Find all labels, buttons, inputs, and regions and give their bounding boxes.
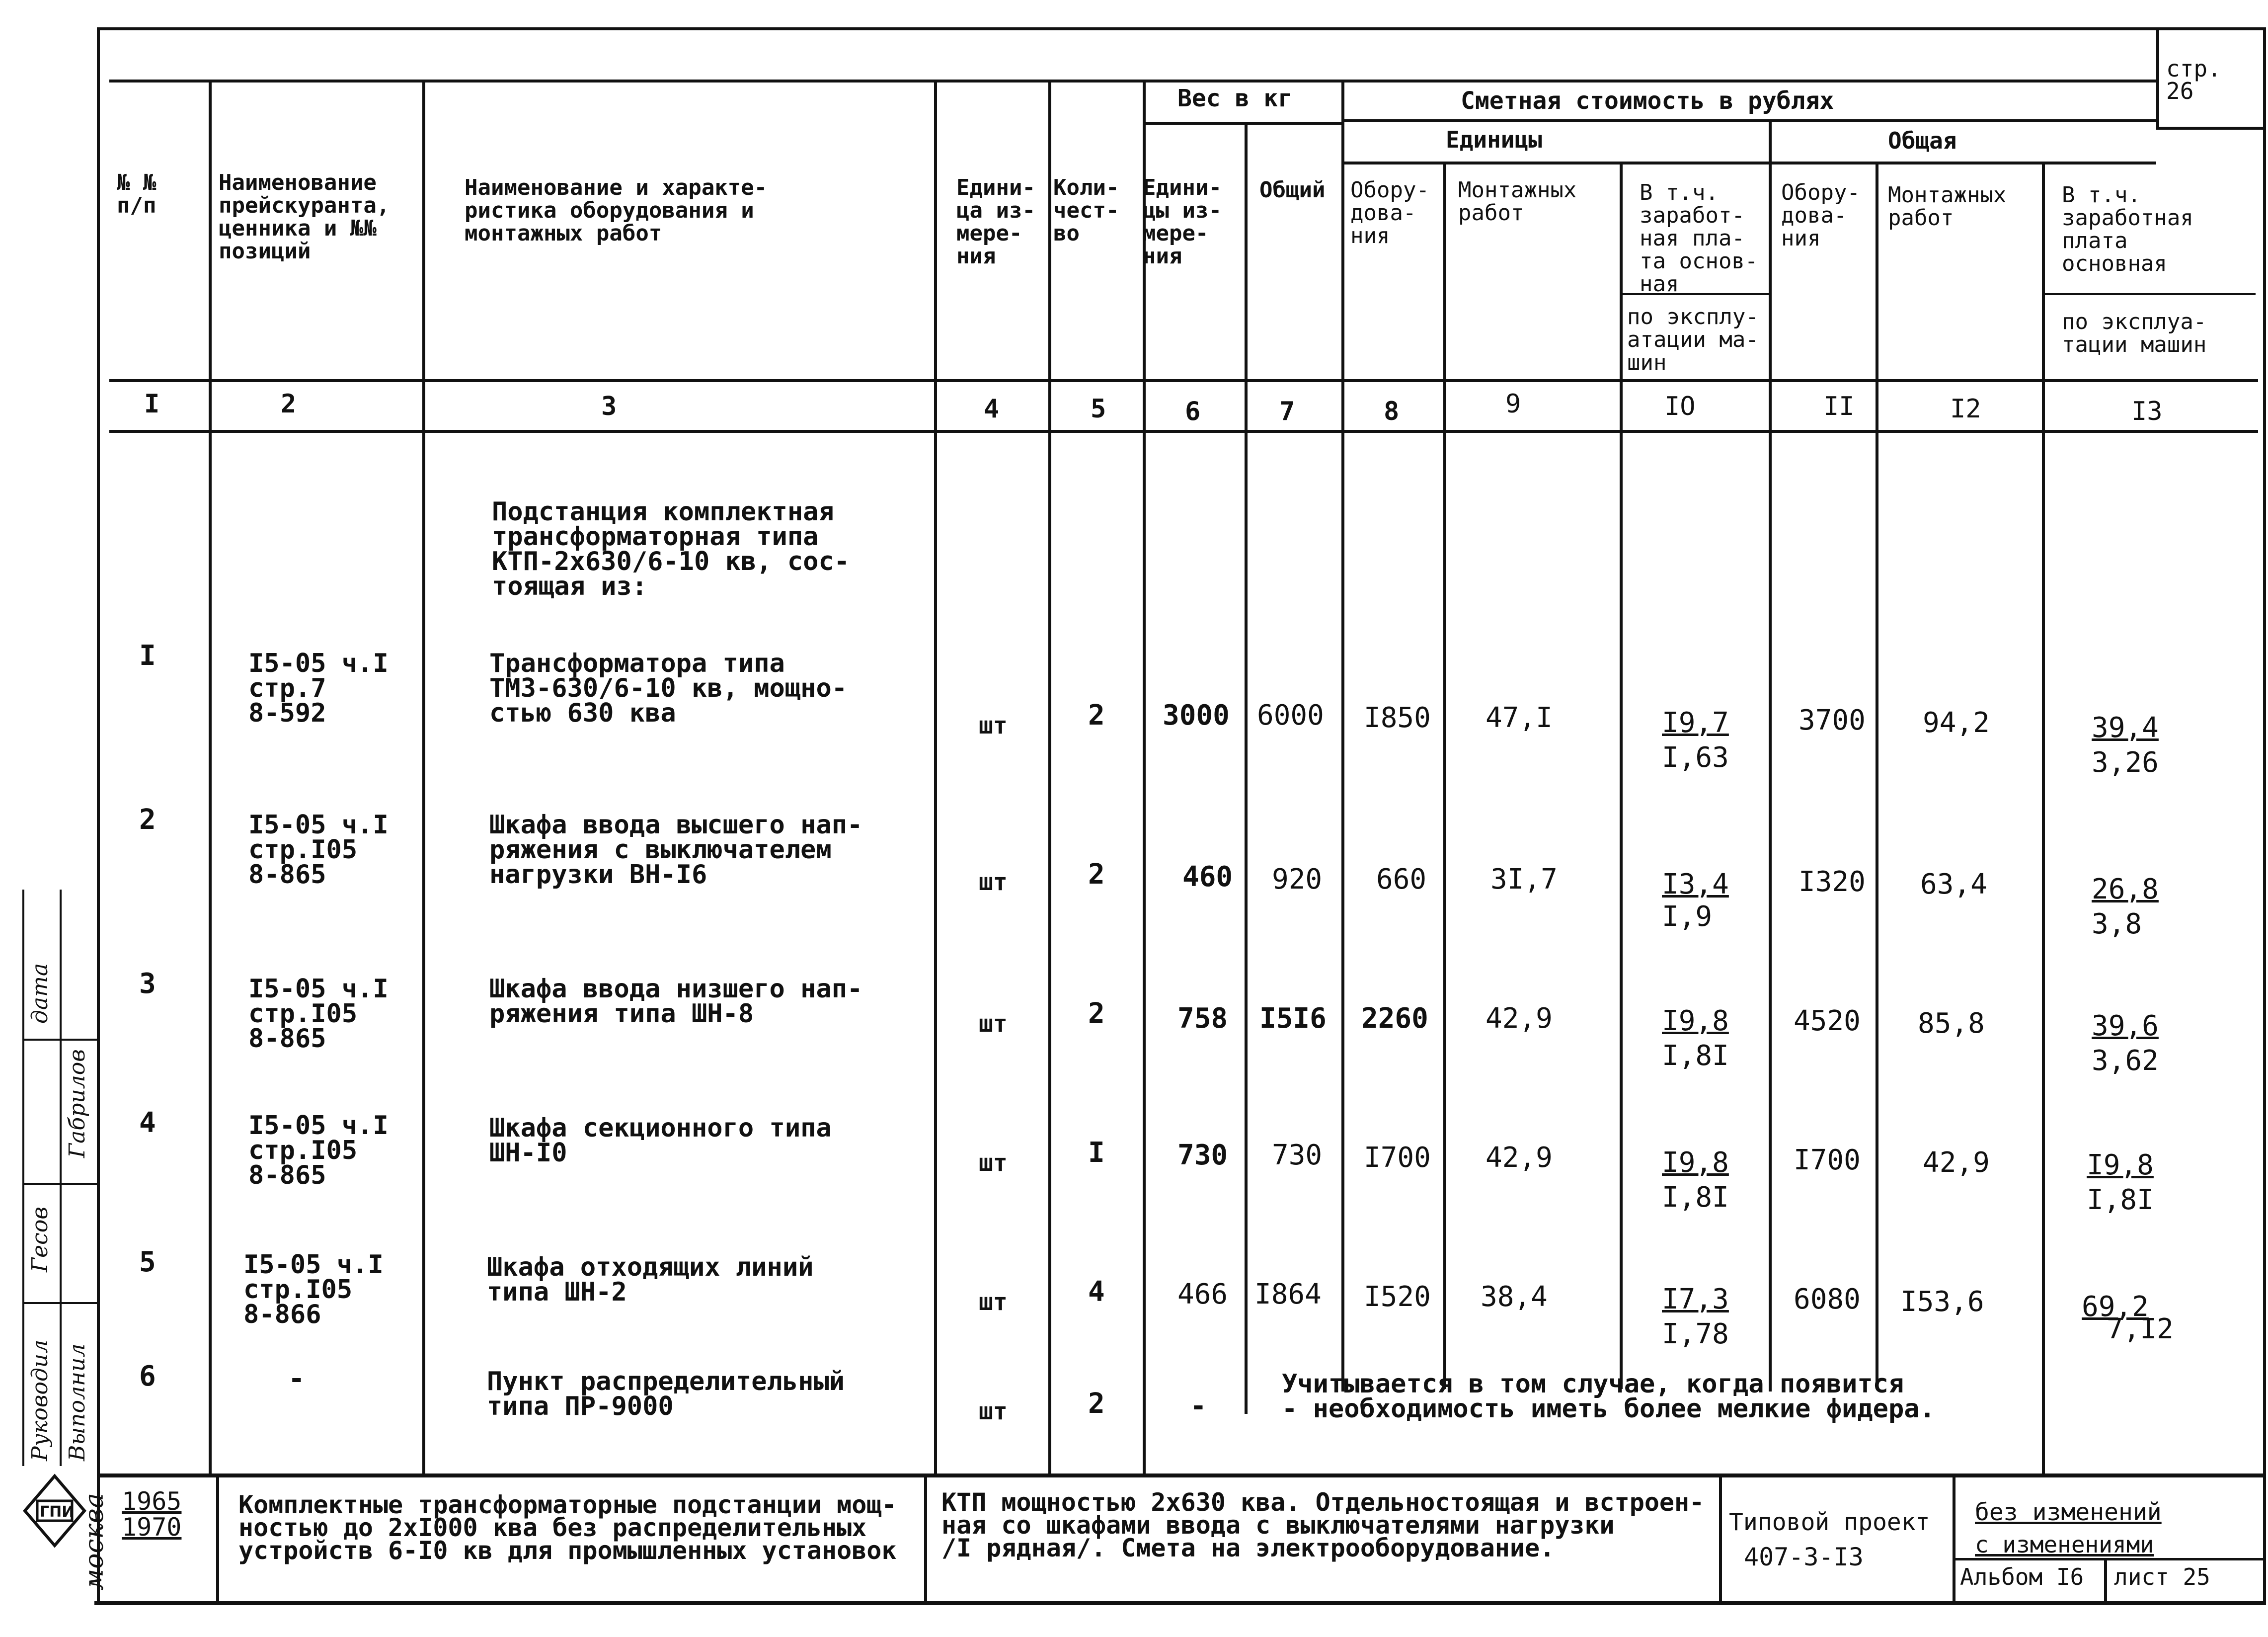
- row1-quantity: 2: [1088, 699, 1105, 732]
- sheet-number: лист 25: [2114, 1563, 2210, 1590]
- colnum-9: 9: [1505, 389, 1521, 419]
- row2-cost-mounting: 3I,7: [1490, 863, 1558, 896]
- row5-unit: шт: [979, 1288, 1008, 1316]
- row3-cost-machines: I,8I: [1662, 1040, 1729, 1072]
- col13-split: [2042, 293, 2256, 295]
- row3-weight-total: I5I6: [1259, 1002, 1327, 1035]
- row5-cost-mounting: 38,4: [1481, 1281, 1548, 1313]
- weight-group-line: [1143, 122, 1341, 125]
- total-group-header: Общая: [1888, 127, 1957, 154]
- row2-total-equipment: I320: [1799, 866, 1866, 898]
- weight-group-header: Вес в кг: [1177, 84, 1293, 112]
- col6-header: Едини- цы из- мере- ния: [1143, 175, 1222, 269]
- page-label: стр.: [2166, 55, 2221, 82]
- row1-total-wage: 39,4: [2092, 712, 2159, 744]
- row1-total-equipment: 3700: [1799, 704, 1866, 737]
- row5-number: 5: [139, 1246, 156, 1278]
- row1-reference: I5-05 ч.I стр.7 8-592: [248, 649, 389, 728]
- footer-title-right: КТП мощностью 2х630 ква. Отдельностоящая и встроен- ная со шкафами ввода с выключателями нагрузки /I рядная/. Смета на электрооборудование.: [941, 1488, 1705, 1562]
- row1-total-mounting: 94,2: [1923, 707, 1990, 739]
- numbers-bottom-line: [109, 430, 2258, 433]
- page-box-left: [2156, 30, 2159, 129]
- row5-total-equipment: 6080: [1794, 1283, 1861, 1315]
- row3-reference: I5-05 ч.I стр.I05 8-865: [248, 974, 389, 1054]
- row4-cost-wage: I9,8: [1662, 1146, 1729, 1179]
- row5-description: Шкафа отходящих линий типа ШН-2: [487, 1252, 814, 1307]
- row2-cost-wage: I3,4: [1662, 868, 1729, 900]
- row4-weight-total: 730: [1272, 1139, 1323, 1171]
- colnum-3: 3: [601, 392, 617, 421]
- col13-top-header: В т.ч. заработная плата основная: [2062, 182, 2193, 276]
- row4-number: 4: [139, 1107, 156, 1139]
- album-number: Альбом I6: [1960, 1563, 2084, 1590]
- row1-weight-unit: 3000: [1163, 699, 1230, 732]
- colnum-12: I2: [1950, 394, 1981, 424]
- page-number: 26: [2166, 78, 2194, 104]
- row3-weight-unit: 758: [1177, 1002, 1228, 1035]
- row3-cost-equipment: 2260: [1361, 1002, 1428, 1035]
- footer-years: 1965 1970: [122, 1487, 182, 1542]
- col-sep-12: [2042, 162, 2045, 1473]
- unit-total-group-line: [1341, 162, 2156, 164]
- col-sep-10: [1769, 119, 1772, 1391]
- strip-hline-3: [22, 1302, 97, 1304]
- row1-number: I: [139, 640, 156, 672]
- col-sep-1: [209, 80, 212, 1473]
- row6-number: 6: [139, 1360, 156, 1392]
- col10-top-header: В т.ч. заработ- ная пла- та основ- ная: [1640, 180, 1758, 297]
- column-date: дата: [27, 963, 53, 1024]
- row3-description: Шкафа ввода низшего нап- ряжения типа ШН-8: [489, 974, 863, 1029]
- col10-bottom-header: по эксплу- атации ма- шин: [1627, 304, 1759, 375]
- row2-quantity: 2: [1088, 858, 1105, 891]
- frame-top-border: [97, 27, 2263, 30]
- row6-unit: шт: [979, 1397, 1008, 1425]
- colnum-13: I3: [2131, 397, 2163, 426]
- col-sep-5: [1143, 80, 1146, 1473]
- row2-reference: I5-05 ч.I стр.I05 8-865: [248, 810, 389, 890]
- col-sep-6: [1245, 122, 1248, 1414]
- row1-weight-total: 6000: [1257, 699, 1324, 732]
- page-box-bottom: [2156, 127, 2263, 130]
- row3-quantity: 2: [1088, 997, 1105, 1030]
- footer-sep-2: [924, 1476, 927, 1603]
- row3-cost-mounting: 42,9: [1486, 1002, 1553, 1035]
- changes-none: без изменений: [1975, 1498, 2162, 1526]
- colnum-2: 2: [281, 389, 297, 419]
- col11-header: Обору- дова- ния: [1781, 180, 1860, 251]
- row5-cost-machines: I,78: [1662, 1318, 1729, 1350]
- row4-description: Шкафа секционного типа ШН-I0: [489, 1113, 832, 1168]
- col8-header: Обору- дова- ния: [1350, 177, 1429, 248]
- colnum-5: 5: [1091, 394, 1106, 424]
- row2-weight-unit: 460: [1182, 861, 1233, 893]
- row4-total-machines: I,8I: [2087, 1184, 2154, 1216]
- row1-cost-mounting: 47,I: [1486, 702, 1553, 734]
- row2-weight-total: 920: [1272, 863, 1323, 896]
- footer-sep-5: [2104, 1558, 2107, 1603]
- signature-2: Габрилов: [65, 1049, 90, 1158]
- row5-weight-unit: 466: [1177, 1278, 1228, 1310]
- row2-cost-equipment: 660: [1376, 863, 1427, 896]
- table-top-line: [109, 80, 2156, 82]
- col2-header: Наименование прейскуранта, ценника и №№ позиций: [219, 170, 390, 264]
- row5-cost-wage: I7,3: [1662, 1283, 1729, 1315]
- col-sep-2: [422, 80, 425, 1473]
- institute-logo: [20, 1471, 89, 1590]
- row3-cost-wage: I9,8: [1662, 1005, 1729, 1037]
- row6-reference: -: [288, 1363, 305, 1395]
- row4-weight-unit: 730: [1177, 1139, 1228, 1171]
- row1-unit: шт: [979, 712, 1008, 739]
- row3-total-machines: 3,62: [2092, 1045, 2159, 1077]
- logo-text: ГПИ: [40, 1503, 75, 1521]
- row4-cost-mounting: 42,9: [1486, 1142, 1553, 1174]
- colnum-4: 4: [984, 394, 1000, 424]
- table-bottom-line: [97, 1473, 2263, 1477]
- row3-number: 3: [139, 968, 156, 1000]
- col-sep-11: [1876, 162, 1878, 1389]
- col4-header: Едини- ца из- мере- ния: [956, 175, 1035, 269]
- project-label: Типовой проект: [1729, 1508, 1930, 1536]
- row5-total-wage: 69,2: [2082, 1291, 2149, 1323]
- project-number: 407-3-I3: [1744, 1543, 1864, 1571]
- row4-total-wage: I9,8: [2087, 1149, 2154, 1181]
- col9-header: Монтажных работ: [1458, 177, 1577, 226]
- footer-album-line: [1953, 1558, 2263, 1560]
- changes-with: с изменениями: [1975, 1531, 2154, 1558]
- row3-total-wage: 39,6: [2092, 1010, 2159, 1042]
- row3-unit: шт: [979, 1010, 1008, 1038]
- col-sep-3: [934, 80, 937, 1473]
- row4-quantity: I: [1088, 1137, 1105, 1169]
- row2-total-mounting: 63,4: [1920, 868, 1987, 900]
- col1-header: № № п/п: [117, 170, 156, 218]
- row4-unit: шт: [979, 1149, 1008, 1177]
- row5-cost-equipment: I520: [1364, 1281, 1431, 1313]
- strip-line-2: [60, 890, 62, 1466]
- row3-total-mounting: 85,8: [1918, 1007, 1985, 1040]
- row4-cost-equipment: I700: [1364, 1142, 1431, 1174]
- footer-title-left: Комплектные трансформаторные подстанции мощ- ностью до 2хI000 ква без распределительных устройств 6-I0 кв для промышленных установок: [238, 1490, 897, 1565]
- col-sep-9: [1620, 162, 1623, 1389]
- col7-header: Общий: [1259, 177, 1326, 203]
- colnum-10: IO: [1664, 392, 1696, 421]
- col-sep-8: [1443, 162, 1446, 1389]
- col12-header: Монтажных работ: [1888, 182, 2007, 231]
- row6-quantity: 2: [1088, 1388, 1105, 1420]
- row1-cost-equipment: I850: [1364, 702, 1431, 734]
- role-supervised: Руководил: [27, 1339, 53, 1461]
- row6-weight-unit: -: [1190, 1390, 1207, 1422]
- row5-weight-total: I864: [1254, 1278, 1322, 1310]
- footer-sep-4: [1953, 1476, 1955, 1603]
- row2-number: 2: [139, 804, 156, 836]
- row2-cost-machines: I,9: [1662, 900, 1713, 933]
- cost-group-line: [1341, 119, 2156, 122]
- row1-cost-wage: I9,7: [1662, 707, 1729, 739]
- col3-header: Наименование и характе- ристика оборудования и монтажных работ: [465, 175, 768, 246]
- row5-reference: I5-05 ч.I стр.I05 8-866: [243, 1250, 384, 1329]
- row2-total-machines: 3,8: [2092, 908, 2142, 940]
- footer-sep-3: [1719, 1476, 1722, 1603]
- row2-total-wage: 26,8: [2092, 873, 2159, 905]
- colnum-11: II: [1823, 392, 1855, 421]
- strip-hline-1: [22, 1039, 97, 1041]
- frame-left-border: [97, 27, 100, 1605]
- colnum-6: 6: [1185, 397, 1201, 426]
- row6-description: Пункт распределительный типа ПР-9000: [487, 1367, 845, 1421]
- colnum-7: 7: [1279, 397, 1295, 426]
- row5-quantity: 4: [1088, 1276, 1105, 1308]
- row6-note: Учитывается в том случае, когда появится - необходимость иметь более мелкие фидера.: [1282, 1369, 1935, 1424]
- row1-description: Трансформатора типа ТМЗ-630/6-10 кв, мощно- стью 630 ква: [489, 649, 848, 728]
- footer-sep-1: [216, 1476, 219, 1603]
- row4-reference: I5-05 ч.I стр.I05 8-865: [248, 1111, 389, 1190]
- row5-total-mounting: I53,6: [1900, 1286, 1984, 1318]
- col5-header: Коли- чест- во: [1053, 175, 1119, 246]
- row2-unit: шт: [979, 868, 1008, 896]
- cost-group-header: Сметная стоимость в рублях: [1461, 87, 1834, 115]
- row1-total-machines: 3,26: [2092, 746, 2159, 779]
- row4-total-equipment: I700: [1794, 1144, 1861, 1176]
- colnum-8: 8: [1384, 397, 1400, 426]
- frame-bottom-border: [94, 1601, 2266, 1605]
- header-bottom-line: [109, 379, 2258, 382]
- row2-description: Шкафа ввода высшего нап- ряжения с выключателем нагрузки ВН-I6: [489, 810, 863, 890]
- city-label: москва: [79, 1493, 109, 1590]
- row4-total-mounting: 42,9: [1923, 1146, 1990, 1179]
- frame-right-border: [2263, 27, 2266, 1605]
- col-sep-4: [1048, 80, 1051, 1473]
- strip-hline-2: [22, 1183, 97, 1185]
- role-performed: Выполнил: [65, 1343, 90, 1461]
- row5-total-machines: 7,I2: [2107, 1313, 2174, 1345]
- unit-group-header: Единицы: [1446, 126, 1542, 153]
- colnum-1: I: [144, 389, 160, 419]
- strip-line-1: [22, 890, 24, 1466]
- row4-cost-machines: I,8I: [1662, 1181, 1729, 1214]
- signature-1: Гесов: [27, 1207, 53, 1272]
- col13-bottom-header: по эксплуа- тации машин: [2062, 309, 2207, 357]
- row3-total-equipment: 4520: [1794, 1005, 1861, 1037]
- row1-cost-machines: I,63: [1662, 741, 1729, 774]
- section-title: Подстанция комплектная трансформаторная типа КТП-2х630/6-10 кв, сос- тоящая из:: [492, 497, 850, 601]
- col-sep-7: [1341, 80, 1344, 1391]
